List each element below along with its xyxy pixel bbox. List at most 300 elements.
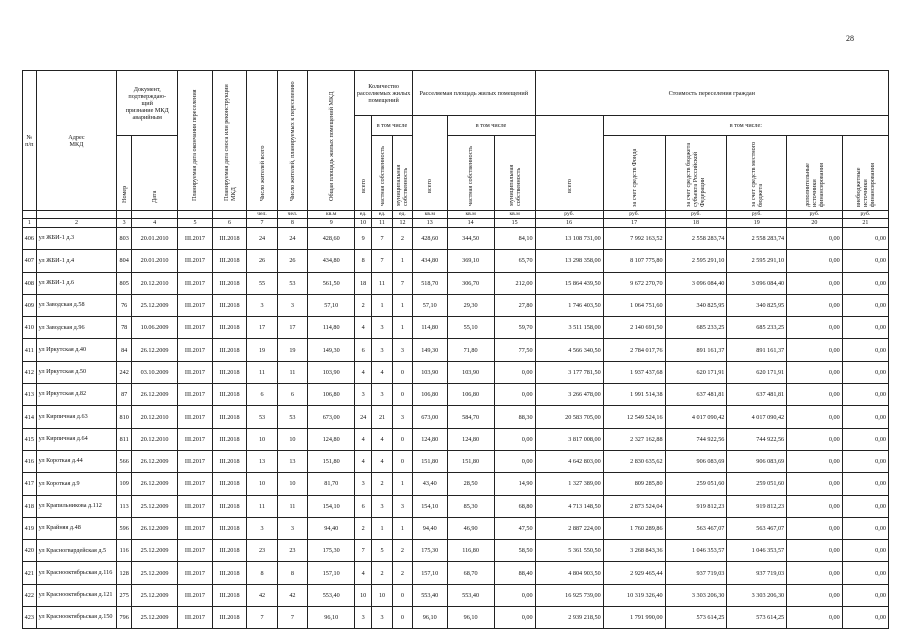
table-cell: 673,00 [308, 406, 355, 428]
unit-cell: руб. [842, 211, 888, 219]
table-cell: 2 595 291,10 [727, 250, 787, 272]
table-cell: 2 [393, 540, 413, 562]
table-cell: 0 [393, 584, 413, 606]
table-cell: 584,70 [447, 406, 494, 428]
address-cell: ул Заводская д.96 [36, 317, 117, 339]
column-numbers-row [23, 219, 889, 228]
table-cell: 0,00 [787, 339, 843, 361]
table-row [23, 228, 889, 250]
header-area-incl: в том числе [447, 116, 535, 136]
unit-cell: ед. [372, 211, 393, 219]
table-cell: 2 595 291,10 [665, 250, 727, 272]
table-cell: 0,00 [494, 361, 535, 383]
table-cell: 13 [247, 450, 277, 472]
table-cell: 25.12.2009 [132, 562, 178, 584]
table-cell: 96,10 [308, 607, 355, 629]
table-cell: 20.01.2010 [132, 250, 178, 272]
table-cell: 414 [23, 406, 37, 428]
table-cell: 4 [372, 450, 393, 472]
table-cell: 0,00 [787, 473, 843, 495]
table-cell: III.2017 [178, 361, 213, 383]
table-cell: 10 [355, 584, 372, 606]
table-row [23, 272, 889, 294]
address-cell: ул Иркутская д.82 [36, 384, 117, 406]
address-cell: ул Иркутская д.40 [36, 339, 117, 361]
column-number: 19 [727, 219, 787, 228]
table-row [23, 473, 889, 495]
table-cell: 0,00 [787, 317, 843, 339]
resettlement-table [22, 70, 889, 629]
address-cell: ул Заводская д.58 [36, 294, 117, 316]
header-subject-budget: за счет средств бюджета субъекта Российской Федерации [665, 136, 727, 211]
table-cell: 116,80 [447, 540, 494, 562]
table-cell: 434,80 [308, 250, 355, 272]
header-area-total: всего [412, 116, 447, 211]
table-cell: 26.12.2009 [132, 384, 178, 406]
table-cell: 26.12.2009 [132, 473, 178, 495]
table-cell: 1 064 751,60 [603, 294, 665, 316]
table-cell: 94,40 [412, 517, 447, 539]
table-cell: 3 [277, 517, 307, 539]
header-cost-incl: в том числе: [603, 116, 888, 136]
column-number: 12 [393, 219, 413, 228]
header-document: Документ, подтверждаю- щий признание МКД аварийным [117, 71, 178, 136]
table-cell: 24 [247, 228, 277, 250]
address-cell: ул Кирпичная д.63 [36, 406, 117, 428]
table-cell: 175,30 [308, 540, 355, 562]
table-row [23, 607, 889, 629]
table-cell: 411 [23, 339, 37, 361]
table-cell: 6 [355, 495, 372, 517]
table-cell: 1 991 514,38 [603, 384, 665, 406]
column-number: 9 [308, 219, 355, 228]
table-cell: 55,10 [447, 317, 494, 339]
table-cell: 19 [277, 339, 307, 361]
table-cell: 14,90 [494, 473, 535, 495]
table-cell: 3 817 008,00 [535, 428, 603, 450]
table-cell: III.2017 [178, 294, 213, 316]
table-cell: 10.06.2009 [132, 317, 178, 339]
table-cell: 29,30 [447, 294, 494, 316]
table-cell: 563 467,07 [665, 517, 727, 539]
unit-cell: кв.м [494, 211, 535, 219]
unit-cell [212, 211, 247, 219]
table-cell: 25.12.2009 [132, 540, 178, 562]
table-row [23, 406, 889, 428]
table-row [23, 495, 889, 517]
table-cell: 11 [277, 495, 307, 517]
unit-cell [178, 211, 213, 219]
table-cell: III.2017 [178, 450, 213, 472]
table-cell: 685 233,25 [665, 317, 727, 339]
table-cell: 340 825,95 [727, 294, 787, 316]
table-cell: 553,40 [447, 584, 494, 606]
table-row [23, 250, 889, 272]
table-cell: III.2018 [212, 406, 247, 428]
address-cell: ул Крайняя д.48 [36, 517, 117, 539]
table-cell: 2 887 224,00 [535, 517, 603, 539]
table-cell: III.2017 [178, 540, 213, 562]
header-local-budget: за счет средств местного бюджета [727, 136, 787, 211]
column-number: 6 [212, 219, 247, 228]
table-cell: 573 614,25 [727, 607, 787, 629]
table-cell: 68,70 [447, 562, 494, 584]
table-cell: 25.12.2009 [132, 294, 178, 316]
table-cell: 340 825,95 [665, 294, 727, 316]
table-cell: III.2017 [178, 339, 213, 361]
table-cell: III.2018 [212, 228, 247, 250]
table-cell: 106,80 [412, 384, 447, 406]
table-cell: III.2017 [178, 228, 213, 250]
table-cell: 416 [23, 450, 37, 472]
table-cell: 13 108 731,00 [535, 228, 603, 250]
table-cell: III.2017 [178, 607, 213, 629]
table-cell: 103,90 [447, 361, 494, 383]
table-cell: 113 [117, 495, 132, 517]
table-cell: 0,00 [787, 517, 843, 539]
table-cell: 421 [23, 562, 37, 584]
column-number: 17 [603, 219, 665, 228]
table-cell: 0 [393, 428, 413, 450]
unit-cell: руб. [665, 211, 727, 219]
page-number: 28 [846, 34, 854, 43]
table-cell: III.2018 [212, 428, 247, 450]
table-cell: 1 746 403,50 [535, 294, 603, 316]
table-cell: III.2018 [212, 584, 247, 606]
table-cell: 88,40 [494, 562, 535, 584]
table-cell: 76 [117, 294, 132, 316]
table-cell: 434,80 [412, 250, 447, 272]
table-cell: 94,40 [308, 517, 355, 539]
table-cell: 84,10 [494, 228, 535, 250]
table-cell: 5 361 550,50 [535, 540, 603, 562]
table-cell: 0,00 [494, 428, 535, 450]
table-cell: 11 [277, 361, 307, 383]
column-number: 4 [132, 219, 178, 228]
unit-cell [117, 211, 132, 219]
table-cell: III.2017 [178, 384, 213, 406]
table-cell: 96,10 [447, 607, 494, 629]
table-cell: 71,80 [447, 339, 494, 361]
table-cell: 566 [117, 450, 132, 472]
table-cell: 0 [393, 607, 413, 629]
table-cell: 28,50 [447, 473, 494, 495]
header-cost: Стоимость переселения граждан [535, 71, 888, 116]
table-cell: 0,00 [787, 428, 843, 450]
header-doc-number: Номер [117, 136, 132, 211]
table-cell: 0,00 [787, 584, 843, 606]
table-cell: 11 [247, 495, 277, 517]
unit-cell: кв.м [308, 211, 355, 219]
table-cell: 6 [277, 384, 307, 406]
column-number: 13 [412, 219, 447, 228]
table-cell: 891 161,37 [665, 339, 727, 361]
header-rooms-count: Количество расселяемых жилых помещений [355, 71, 413, 116]
table-cell: 620 171,91 [665, 361, 727, 383]
table-row [23, 384, 889, 406]
table-cell: 406 [23, 228, 37, 250]
address-cell: ул Короткая д.44 [36, 450, 117, 472]
header-extra-sources: дополнительные источники финансирования [787, 136, 843, 211]
table-cell: 7 [247, 607, 277, 629]
table-cell: 2 [372, 562, 393, 584]
table-cell: 0,00 [842, 406, 888, 428]
table-cell: 175,30 [412, 540, 447, 562]
table-cell: 809 285,80 [603, 473, 665, 495]
table-cell: 20.12.2010 [132, 406, 178, 428]
column-number: 20 [787, 219, 843, 228]
table-cell: 103,90 [412, 361, 447, 383]
table-cell: 3 [372, 317, 393, 339]
table-cell: 1 [372, 517, 393, 539]
table-cell: 919 812,23 [665, 495, 727, 517]
table-cell: 96,10 [412, 607, 447, 629]
column-number: 18 [665, 219, 727, 228]
table-cell: 88,30 [494, 406, 535, 428]
table-cell: 27,80 [494, 294, 535, 316]
table-cell: 24 [277, 228, 307, 250]
table-cell: III.2018 [212, 473, 247, 495]
table-row [23, 562, 889, 584]
header-rooms-municipal: муниципальная собственность [393, 136, 413, 211]
unit-cell [132, 211, 178, 219]
header-offbudget: внебюджетные источники финансирования [842, 136, 888, 211]
unit-cell [36, 211, 117, 219]
table-cell: 1 [393, 250, 413, 272]
table-cell: 53 [277, 406, 307, 428]
header-area-private: частная собственность [447, 136, 494, 211]
table-cell: 2 [355, 517, 372, 539]
table-cell: 937 719,03 [727, 562, 787, 584]
table-cell: 620 171,91 [727, 361, 787, 383]
table-cell: 0,00 [842, 361, 888, 383]
table-cell: 8 [277, 562, 307, 584]
table-cell: 637 481,81 [665, 384, 727, 406]
header-doc-date: Дата [132, 136, 178, 211]
table-cell: 2 558 283,74 [727, 228, 787, 250]
table-cell: III.2017 [178, 562, 213, 584]
table-cell: 0,00 [787, 450, 843, 472]
address-cell: ул Крапильникова д.112 [36, 495, 117, 517]
table-cell: 57,10 [412, 294, 447, 316]
table-cell: 259 051,60 [727, 473, 787, 495]
table-cell: 4 017 090,42 [665, 406, 727, 428]
table-cell: 1 [393, 517, 413, 539]
header-planned-demolish: Планируемая дата сноса или реконструкции МКД [212, 71, 247, 211]
table-cell: 4 [372, 428, 393, 450]
table-cell: 59,70 [494, 317, 535, 339]
table-cell: 811 [117, 428, 132, 450]
table-row [23, 428, 889, 450]
table-cell: 1 046 353,57 [665, 540, 727, 562]
table-cell: 2 830 635,62 [603, 450, 665, 472]
table-cell: 4 642 803,00 [535, 450, 603, 472]
table-cell: 106,80 [447, 384, 494, 406]
table-cell: 0,00 [494, 584, 535, 606]
column-number: 11 [372, 219, 393, 228]
table-cell: 26.12.2009 [132, 339, 178, 361]
table-cell: 0,00 [842, 250, 888, 272]
table-cell: III.2017 [178, 584, 213, 606]
table-cell: 4 [355, 317, 372, 339]
table-cell: 0,00 [842, 384, 888, 406]
table-cell: 0,00 [787, 540, 843, 562]
table-cell: 17 [277, 317, 307, 339]
table-cell: 6 [355, 339, 372, 361]
table-cell: 804 [117, 250, 132, 272]
table-cell: III.2018 [212, 517, 247, 539]
table-cell: 77,50 [494, 339, 535, 361]
table-cell: 7 [372, 250, 393, 272]
address-cell: ул ЖБИ-1 д.6 [36, 272, 117, 294]
table-cell: 0,00 [842, 517, 888, 539]
table-cell: 2 784 017,76 [603, 339, 665, 361]
column-number: 10 [355, 219, 372, 228]
table-cell: 151,80 [447, 450, 494, 472]
table-cell: 418 [23, 495, 37, 517]
table-cell: 106,80 [308, 384, 355, 406]
table-cell: 4 [355, 361, 372, 383]
unit-cell: кв.м [412, 211, 447, 219]
column-number: 14 [447, 219, 494, 228]
table-cell: 744 922,56 [727, 428, 787, 450]
table-cell: 673,00 [412, 406, 447, 428]
table-cell: 4 566 340,50 [535, 339, 603, 361]
unit-cell: руб. [727, 211, 787, 219]
table-cell: 3 [355, 473, 372, 495]
table-cell: 149,30 [412, 339, 447, 361]
table-cell: III.2017 [178, 495, 213, 517]
table-cell: III.2018 [212, 317, 247, 339]
table-cell: 8 107 775,80 [603, 250, 665, 272]
table-cell: 55 [247, 272, 277, 294]
table-cell: 85,30 [447, 495, 494, 517]
table-cell: 116 [117, 540, 132, 562]
unit-cell: руб. [787, 211, 843, 219]
header-rooms-private: частная собственность [372, 136, 393, 211]
table-cell: 422 [23, 584, 37, 606]
table-cell: 7 [355, 540, 372, 562]
table-cell: 58,50 [494, 540, 535, 562]
table-cell: III.2018 [212, 384, 247, 406]
table-cell: 43,40 [412, 473, 447, 495]
table-cell: 2 929 465,44 [603, 562, 665, 584]
table-cell: 919 812,23 [727, 495, 787, 517]
table-cell: 25.12.2009 [132, 584, 178, 606]
table-cell: 275 [117, 584, 132, 606]
table-cell: 0,00 [494, 450, 535, 472]
table-cell: 0 [393, 384, 413, 406]
table-cell: 4 [355, 428, 372, 450]
table-cell: 2 327 162,88 [603, 428, 665, 450]
table-cell: 0,00 [842, 317, 888, 339]
table-cell: 596 [117, 517, 132, 539]
table-cell: 23 [277, 540, 307, 562]
table-cell: 810 [117, 406, 132, 428]
table-cell: 563 467,07 [727, 517, 787, 539]
table-cell: 7 992 163,52 [603, 228, 665, 250]
unit-cell: ед. [355, 211, 372, 219]
table-cell: 3 [277, 294, 307, 316]
table-cell: 0,00 [787, 562, 843, 584]
table-cell: 0,00 [842, 294, 888, 316]
table-cell: 0,00 [842, 339, 888, 361]
table-cell: 408 [23, 272, 37, 294]
table-cell: 20.12.2010 [132, 272, 178, 294]
table-cell: 154,10 [412, 495, 447, 517]
table-cell: 409 [23, 294, 37, 316]
table-cell: 3 096 084,40 [665, 272, 727, 294]
table-cell: 84 [117, 339, 132, 361]
table-cell: 4 [355, 450, 372, 472]
table-cell: 3 [247, 294, 277, 316]
table-cell: 0,00 [842, 540, 888, 562]
table-cell: 154,10 [308, 495, 355, 517]
table-cell: 25.12.2009 [132, 495, 178, 517]
table-cell: 124,80 [447, 428, 494, 450]
table-cell: 0,00 [494, 384, 535, 406]
table-cell: 13 [277, 450, 307, 472]
table-cell: 3 [355, 384, 372, 406]
table-cell: III.2018 [212, 540, 247, 562]
header-area-municipal: муниципальная собственность [494, 136, 535, 211]
table-cell: 0,00 [787, 294, 843, 316]
table-cell: 1 [393, 473, 413, 495]
table-cell: 3 [372, 384, 393, 406]
table-cell: 7 [372, 228, 393, 250]
table-cell: III.2017 [178, 272, 213, 294]
table-cell: 15 864 439,50 [535, 272, 603, 294]
column-number: 8 [277, 219, 307, 228]
table-cell: 685 233,25 [727, 317, 787, 339]
table-cell: 9 672 270,70 [603, 272, 665, 294]
table-cell: 8 [355, 250, 372, 272]
header-planned-end: Планируемая дата окончания переселения [178, 71, 213, 211]
table-cell: 21 [372, 406, 393, 428]
unit-cell: чел. [247, 211, 277, 219]
table-cell: III.2018 [212, 562, 247, 584]
table-row [23, 584, 889, 606]
table-cell: III.2018 [212, 495, 247, 517]
table-cell: 0,00 [787, 272, 843, 294]
table-cell: 10 [372, 584, 393, 606]
table-cell: 42 [247, 584, 277, 606]
table-cell: III.2017 [178, 317, 213, 339]
header-residents-planned: Число жителей, планируемых к переселению [277, 71, 307, 211]
table-cell: 344,50 [447, 228, 494, 250]
table-cell: 0,00 [842, 584, 888, 606]
table-cell: 4 804 903,50 [535, 562, 603, 584]
table-cell: 0 [393, 450, 413, 472]
table-row [23, 540, 889, 562]
table-cell: 410 [23, 317, 37, 339]
table-cell: 2 [355, 294, 372, 316]
column-number: 2 [36, 219, 117, 228]
table-cell: 23 [247, 540, 277, 562]
table-cell: 0,00 [787, 228, 843, 250]
table-cell: III.2018 [212, 272, 247, 294]
table-cell: 151,80 [412, 450, 447, 472]
table-row [23, 317, 889, 339]
address-cell: ул Короткая д.9 [36, 473, 117, 495]
table-cell: 10 [277, 473, 307, 495]
header-num: № п/п [23, 71, 37, 211]
table-row [23, 450, 889, 472]
table-cell: 128 [117, 562, 132, 584]
table-cell: 7 [393, 272, 413, 294]
table-cell: 1 [372, 294, 393, 316]
table-cell: 2 873 524,04 [603, 495, 665, 517]
